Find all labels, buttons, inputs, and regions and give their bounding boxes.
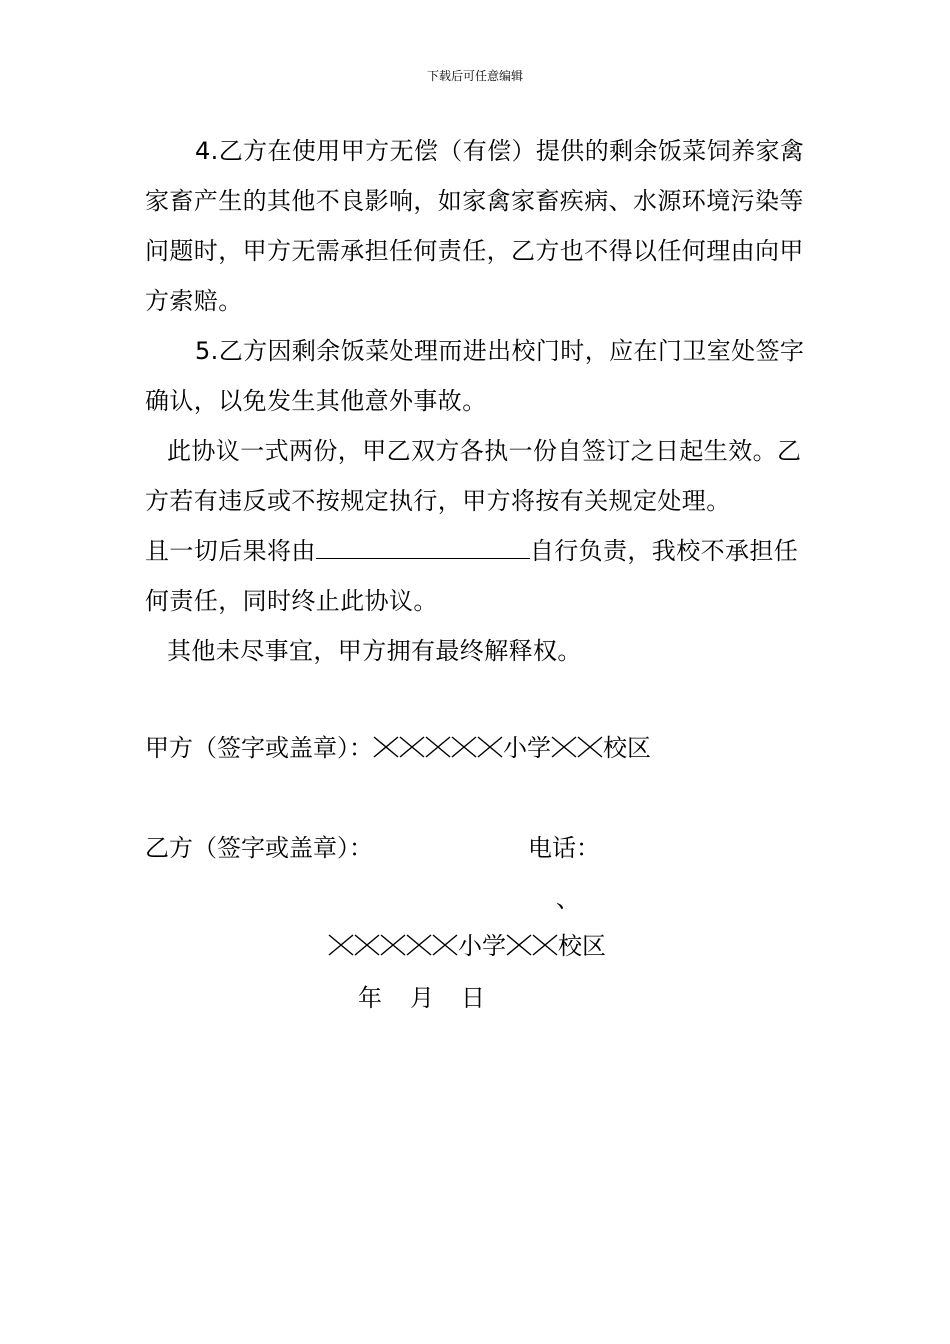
x-placeholder-icon: [477, 736, 503, 758]
x-placeholder-icon: [373, 736, 399, 758]
phone-label: 电话：: [528, 834, 600, 862]
school-word: 小学: [458, 932, 506, 960]
x-placeholder-icon: [532, 934, 558, 956]
school-signature-line: [328, 931, 606, 961]
x-placeholder-icon: [506, 934, 532, 956]
liability-clause: [145, 526, 807, 626]
school-name-placeholder: [373, 734, 503, 762]
x-placeholder-icon: [399, 736, 425, 758]
campus-word: 校区: [603, 734, 651, 762]
x-placeholder-icon: [328, 934, 354, 956]
party-a-label: 甲方（签字或盖章）：: [145, 734, 373, 762]
date-month: 月: [410, 984, 434, 1012]
x-placeholder-icon: [406, 934, 432, 956]
x-placeholder-icon: [451, 736, 477, 758]
clause-4: 4.乙方在使用甲方无偿（有偿）提供的剩余饭菜饲养家禽家畜产生的其他不良影响，如家禽家畜疾病、水源环境污染等问题时，甲方无需承担任何责任，乙方也不得以任何理由向甲方索赔。: [145, 137, 805, 315]
x-placeholder-icon: [380, 934, 406, 956]
liability-text-before: 且一切后果将由: [145, 537, 316, 565]
school-name-placeholder: [328, 932, 458, 960]
x-placeholder-icon: [432, 934, 458, 956]
campus-name-placeholder: [506, 932, 558, 960]
date-day: 日: [461, 984, 485, 1012]
party-b-label: 乙方（签字或盖章）：: [145, 834, 373, 862]
x-placeholder-icon: [425, 736, 451, 758]
page-header: 下载后可任意编辑: [426, 69, 523, 83]
campus-word: 校区: [558, 932, 606, 960]
comma-mark: 、: [556, 885, 580, 913]
x-placeholder-icon: [551, 736, 577, 758]
school-word: 小学: [503, 734, 551, 762]
x-placeholder-icon: [577, 736, 603, 758]
interpretation-clause: 其他未尽事宜，甲方拥有最终解释权。: [167, 637, 582, 665]
agreement-body: [145, 126, 807, 676]
liability-text-after: 自行负责，我校不承担任何责任，同时终止此协议。: [145, 537, 799, 615]
x-placeholder-icon: [354, 934, 380, 956]
date-year: 年: [358, 984, 382, 1012]
validity-clause: 此协议一式两份，甲乙双方各执一份自签订之日起生效。乙方若有违反或不按规定执行，甲方将按有关规定处理。: [145, 437, 802, 515]
campus-name-placeholder: [551, 734, 603, 762]
responsible-party-blank[interactable]: [316, 536, 530, 559]
party-a-line: [145, 733, 651, 763]
clause-5: 5.乙方因剩余饭菜处理而进出校门时，应在门卫室处签字确认，以免发生其他意外事故。: [145, 337, 805, 415]
